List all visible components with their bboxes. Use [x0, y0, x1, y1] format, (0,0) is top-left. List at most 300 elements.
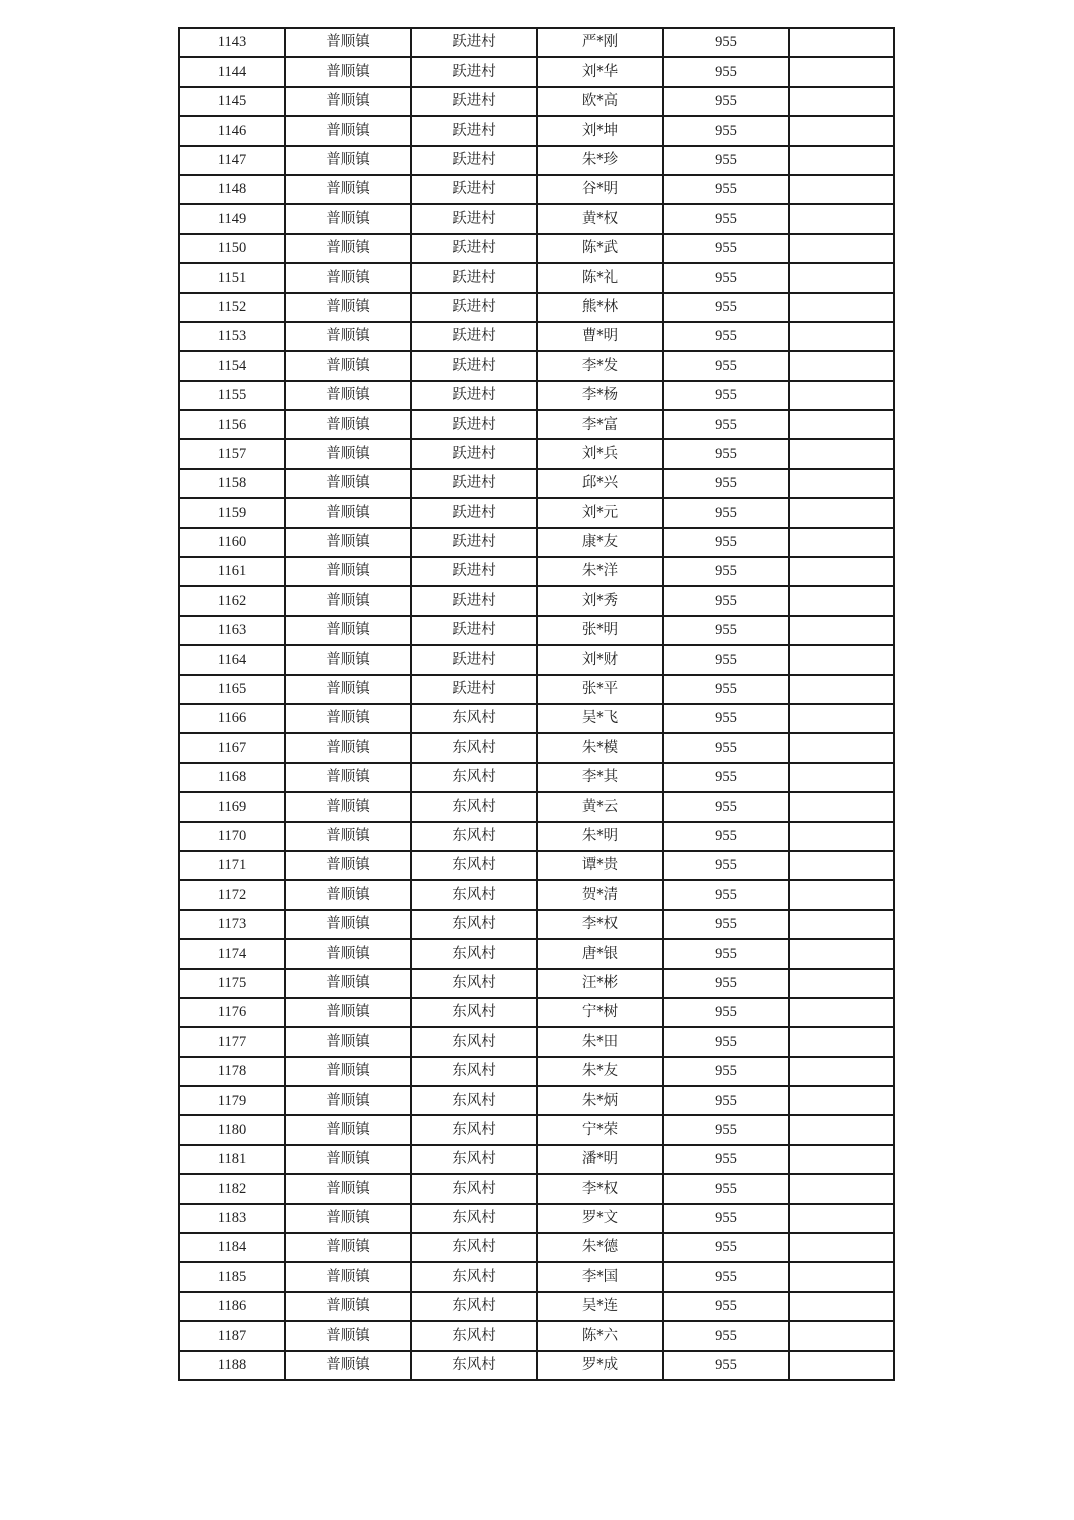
amount-cell: 955 [663, 1292, 789, 1321]
village-cell: 东风村 [411, 910, 537, 939]
village-cell: 东风村 [411, 1145, 537, 1174]
table-row [179, 204, 894, 233]
person-name-cell: 陈*六 [537, 1321, 663, 1350]
amount-cell: 955 [663, 910, 789, 939]
row-number-cell: 1148 [179, 175, 285, 204]
roster-table-body [179, 28, 894, 1380]
amount-cell: 955 [663, 998, 789, 1027]
village-cell: 东风村 [411, 1204, 537, 1233]
note-cell [789, 910, 894, 939]
village-cell: 跃进村 [411, 557, 537, 586]
note-cell [789, 1174, 894, 1203]
table-row [179, 498, 894, 527]
person-name-cell: 李*杨 [537, 381, 663, 410]
note-cell [789, 704, 894, 733]
note-cell [789, 733, 894, 762]
table-row [179, 381, 894, 410]
town-cell: 普顺镇 [285, 645, 411, 674]
note-cell [789, 1321, 894, 1350]
town-cell: 普顺镇 [285, 439, 411, 468]
table-row [179, 469, 894, 498]
person-name-cell: 李*权 [537, 1174, 663, 1203]
note-cell [789, 322, 894, 351]
village-cell: 跃进村 [411, 645, 537, 674]
table-row [179, 410, 894, 439]
village-cell: 东风村 [411, 1115, 537, 1144]
person-name-cell: 李*发 [537, 351, 663, 380]
row-number-cell: 1161 [179, 557, 285, 586]
note-cell [789, 498, 894, 527]
town-cell: 普顺镇 [285, 1292, 411, 1321]
roster-table [178, 27, 895, 1381]
row-number-cell: 1163 [179, 616, 285, 645]
row-number-cell: 1174 [179, 939, 285, 968]
row-number-cell: 1156 [179, 410, 285, 439]
village-cell: 跃进村 [411, 234, 537, 263]
town-cell: 普顺镇 [285, 1115, 411, 1144]
row-number-cell: 1173 [179, 910, 285, 939]
town-cell: 普顺镇 [285, 57, 411, 86]
town-cell: 普顺镇 [285, 1204, 411, 1233]
person-name-cell: 贺*清 [537, 880, 663, 909]
row-number-cell: 1188 [179, 1351, 285, 1380]
person-name-cell: 黄*权 [537, 204, 663, 233]
town-cell: 普顺镇 [285, 293, 411, 322]
amount-cell: 955 [663, 28, 789, 57]
table-row [179, 645, 894, 674]
town-cell: 普顺镇 [285, 910, 411, 939]
note-cell [789, 204, 894, 233]
amount-cell: 955 [663, 351, 789, 380]
amount-cell: 955 [663, 204, 789, 233]
town-cell: 普顺镇 [285, 87, 411, 116]
town-cell: 普顺镇 [285, 381, 411, 410]
person-name-cell: 刘*秀 [537, 586, 663, 615]
table-row [179, 1027, 894, 1056]
village-cell: 东风村 [411, 1351, 537, 1380]
row-number-cell: 1167 [179, 733, 285, 762]
amount-cell: 955 [663, 322, 789, 351]
row-number-cell: 1166 [179, 704, 285, 733]
person-name-cell: 欧*高 [537, 87, 663, 116]
town-cell: 普顺镇 [285, 1174, 411, 1203]
town-cell: 普顺镇 [285, 1262, 411, 1291]
person-name-cell: 吴*飞 [537, 704, 663, 733]
table-row [179, 557, 894, 586]
amount-cell: 955 [663, 87, 789, 116]
village-cell: 东风村 [411, 1027, 537, 1056]
note-cell [789, 234, 894, 263]
note-cell [789, 792, 894, 821]
village-cell: 跃进村 [411, 204, 537, 233]
town-cell: 普顺镇 [285, 557, 411, 586]
person-name-cell: 谭*贵 [537, 851, 663, 880]
row-number-cell: 1185 [179, 1262, 285, 1291]
village-cell: 东风村 [411, 998, 537, 1027]
note-cell [789, 1115, 894, 1144]
table-row [179, 234, 894, 263]
person-name-cell: 潘*明 [537, 1145, 663, 1174]
person-name-cell: 张*明 [537, 616, 663, 645]
note-cell [789, 1027, 894, 1056]
town-cell: 普顺镇 [285, 410, 411, 439]
table-row [179, 880, 894, 909]
row-number-cell: 1168 [179, 763, 285, 792]
table-row [179, 57, 894, 86]
amount-cell: 955 [663, 1086, 789, 1115]
village-cell: 跃进村 [411, 322, 537, 351]
row-number-cell: 1181 [179, 1145, 285, 1174]
table-row [179, 704, 894, 733]
amount-cell: 955 [663, 1262, 789, 1291]
town-cell: 普顺镇 [285, 586, 411, 615]
table-row [179, 1204, 894, 1233]
amount-cell: 955 [663, 469, 789, 498]
amount-cell: 955 [663, 1321, 789, 1350]
amount-cell: 955 [663, 1174, 789, 1203]
village-cell: 跃进村 [411, 381, 537, 410]
amount-cell: 955 [663, 263, 789, 292]
town-cell: 普顺镇 [285, 998, 411, 1027]
table-row [179, 1262, 894, 1291]
row-number-cell: 1149 [179, 204, 285, 233]
amount-cell: 955 [663, 1057, 789, 1086]
amount-cell: 955 [663, 969, 789, 998]
town-cell: 普顺镇 [285, 792, 411, 821]
village-cell: 东风村 [411, 763, 537, 792]
row-number-cell: 1165 [179, 675, 285, 704]
amount-cell: 955 [663, 822, 789, 851]
person-name-cell: 李*其 [537, 763, 663, 792]
note-cell [789, 763, 894, 792]
row-number-cell: 1151 [179, 263, 285, 292]
note-cell [789, 410, 894, 439]
person-name-cell: 张*平 [537, 675, 663, 704]
town-cell: 普顺镇 [285, 763, 411, 792]
amount-cell: 955 [663, 1351, 789, 1380]
person-name-cell: 刘*坤 [537, 116, 663, 145]
note-cell [789, 645, 894, 674]
amount-cell: 955 [663, 557, 789, 586]
village-cell: 跃进村 [411, 528, 537, 557]
person-name-cell: 罗*文 [537, 1204, 663, 1233]
town-cell: 普顺镇 [285, 1057, 411, 1086]
note-cell [789, 175, 894, 204]
note-cell [789, 116, 894, 145]
note-cell [789, 1351, 894, 1380]
amount-cell: 955 [663, 57, 789, 86]
note-cell [789, 675, 894, 704]
person-name-cell: 朱*德 [537, 1233, 663, 1262]
note-cell [789, 381, 894, 410]
row-number-cell: 1169 [179, 792, 285, 821]
amount-cell: 955 [663, 675, 789, 704]
row-number-cell: 1172 [179, 880, 285, 909]
village-cell: 跃进村 [411, 87, 537, 116]
note-cell [789, 998, 894, 1027]
town-cell: 普顺镇 [285, 616, 411, 645]
amount-cell: 955 [663, 116, 789, 145]
row-number-cell: 1158 [179, 469, 285, 498]
table-row [179, 175, 894, 204]
person-name-cell: 康*友 [537, 528, 663, 557]
town-cell: 普顺镇 [285, 1027, 411, 1056]
village-cell: 跃进村 [411, 469, 537, 498]
row-number-cell: 1153 [179, 322, 285, 351]
person-name-cell: 朱*明 [537, 822, 663, 851]
village-cell: 跃进村 [411, 410, 537, 439]
table-row [179, 1086, 894, 1115]
row-number-cell: 1162 [179, 586, 285, 615]
amount-cell: 955 [663, 1027, 789, 1056]
note-cell [789, 263, 894, 292]
amount-cell: 955 [663, 1204, 789, 1233]
person-name-cell: 李*国 [537, 1262, 663, 1291]
town-cell: 普顺镇 [285, 146, 411, 175]
note-cell [789, 87, 894, 116]
note-cell [789, 1204, 894, 1233]
village-cell: 东风村 [411, 1057, 537, 1086]
town-cell: 普顺镇 [285, 704, 411, 733]
table-row [179, 1351, 894, 1380]
town-cell: 普顺镇 [285, 939, 411, 968]
amount-cell: 955 [663, 234, 789, 263]
person-name-cell: 朱*炳 [537, 1086, 663, 1115]
person-name-cell: 罗*成 [537, 1351, 663, 1380]
town-cell: 普顺镇 [285, 204, 411, 233]
village-cell: 东风村 [411, 969, 537, 998]
village-cell: 跃进村 [411, 616, 537, 645]
village-cell: 东风村 [411, 822, 537, 851]
row-number-cell: 1186 [179, 1292, 285, 1321]
town-cell: 普顺镇 [285, 234, 411, 263]
table-row [179, 322, 894, 351]
amount-cell: 955 [663, 763, 789, 792]
person-name-cell: 刘*华 [537, 57, 663, 86]
village-cell: 东风村 [411, 1321, 537, 1350]
table-row [179, 28, 894, 57]
town-cell: 普顺镇 [285, 528, 411, 557]
note-cell [789, 969, 894, 998]
person-name-cell: 朱*模 [537, 733, 663, 762]
village-cell: 东风村 [411, 704, 537, 733]
town-cell: 普顺镇 [285, 1351, 411, 1380]
note-cell [789, 469, 894, 498]
row-number-cell: 1180 [179, 1115, 285, 1144]
note-cell [789, 822, 894, 851]
village-cell: 跃进村 [411, 498, 537, 527]
row-number-cell: 1146 [179, 116, 285, 145]
note-cell [789, 939, 894, 968]
village-cell: 东风村 [411, 851, 537, 880]
note-cell [789, 1086, 894, 1115]
village-cell: 跃进村 [411, 263, 537, 292]
row-number-cell: 1144 [179, 57, 285, 86]
note-cell [789, 57, 894, 86]
note-cell [789, 351, 894, 380]
row-number-cell: 1177 [179, 1027, 285, 1056]
town-cell: 普顺镇 [285, 28, 411, 57]
amount-cell: 955 [663, 381, 789, 410]
amount-cell: 955 [663, 175, 789, 204]
table-row [179, 1292, 894, 1321]
row-number-cell: 1171 [179, 851, 285, 880]
row-number-cell: 1184 [179, 1233, 285, 1262]
table-row [179, 439, 894, 468]
amount-cell: 955 [663, 616, 789, 645]
town-cell: 普顺镇 [285, 675, 411, 704]
town-cell: 普顺镇 [285, 116, 411, 145]
table-row [179, 1145, 894, 1174]
table-row [179, 263, 894, 292]
row-number-cell: 1160 [179, 528, 285, 557]
person-name-cell: 朱*珍 [537, 146, 663, 175]
row-number-cell: 1187 [179, 1321, 285, 1350]
village-cell: 东风村 [411, 1292, 537, 1321]
person-name-cell: 谷*明 [537, 175, 663, 204]
row-number-cell: 1159 [179, 498, 285, 527]
table-row [179, 939, 894, 968]
person-name-cell: 宁*树 [537, 998, 663, 1027]
row-number-cell: 1157 [179, 439, 285, 468]
row-number-cell: 1164 [179, 645, 285, 674]
table-row [179, 822, 894, 851]
village-cell: 跃进村 [411, 146, 537, 175]
row-number-cell: 1183 [179, 1204, 285, 1233]
village-cell: 跃进村 [411, 175, 537, 204]
amount-cell: 955 [663, 410, 789, 439]
row-number-cell: 1176 [179, 998, 285, 1027]
note-cell [789, 1292, 894, 1321]
town-cell: 普顺镇 [285, 822, 411, 851]
row-number-cell: 1182 [179, 1174, 285, 1203]
note-cell [789, 293, 894, 322]
amount-cell: 955 [663, 704, 789, 733]
table-row [179, 910, 894, 939]
amount-cell: 955 [663, 293, 789, 322]
note-cell [789, 1145, 894, 1174]
row-number-cell: 1178 [179, 1057, 285, 1086]
village-cell: 东风村 [411, 1174, 537, 1203]
row-number-cell: 1179 [179, 1086, 285, 1115]
town-cell: 普顺镇 [285, 851, 411, 880]
note-cell [789, 146, 894, 175]
table-row [179, 998, 894, 1027]
town-cell: 普顺镇 [285, 498, 411, 527]
person-name-cell: 邱*兴 [537, 469, 663, 498]
village-cell: 东风村 [411, 1086, 537, 1115]
village-cell: 东风村 [411, 880, 537, 909]
person-name-cell: 李*富 [537, 410, 663, 439]
row-number-cell: 1155 [179, 381, 285, 410]
table-row [179, 851, 894, 880]
person-name-cell: 朱*洋 [537, 557, 663, 586]
person-name-cell: 朱*田 [537, 1027, 663, 1056]
person-name-cell: 刘*财 [537, 645, 663, 674]
town-cell: 普顺镇 [285, 469, 411, 498]
amount-cell: 955 [663, 792, 789, 821]
amount-cell: 955 [663, 733, 789, 762]
amount-cell: 955 [663, 498, 789, 527]
person-name-cell: 唐*银 [537, 939, 663, 968]
table-row [179, 87, 894, 116]
note-cell [789, 851, 894, 880]
table-row [179, 146, 894, 175]
table-row [179, 1057, 894, 1086]
row-number-cell: 1175 [179, 969, 285, 998]
village-cell: 东风村 [411, 939, 537, 968]
table-row [179, 351, 894, 380]
row-number-cell: 1150 [179, 234, 285, 263]
note-cell [789, 1262, 894, 1291]
village-cell: 东风村 [411, 792, 537, 821]
town-cell: 普顺镇 [285, 175, 411, 204]
note-cell [789, 1233, 894, 1262]
village-cell: 跃进村 [411, 586, 537, 615]
table-row [179, 1233, 894, 1262]
amount-cell: 955 [663, 939, 789, 968]
person-name-cell: 黄*云 [537, 792, 663, 821]
person-name-cell: 朱*友 [537, 1057, 663, 1086]
note-cell [789, 1057, 894, 1086]
table-row [179, 675, 894, 704]
person-name-cell: 李*权 [537, 910, 663, 939]
village-cell: 跃进村 [411, 293, 537, 322]
amount-cell: 955 [663, 439, 789, 468]
amount-cell: 955 [663, 146, 789, 175]
amount-cell: 955 [663, 586, 789, 615]
town-cell: 普顺镇 [285, 1086, 411, 1115]
village-cell: 东风村 [411, 1233, 537, 1262]
table-row [179, 116, 894, 145]
note-cell [789, 557, 894, 586]
table-row [179, 763, 894, 792]
table-row [179, 1115, 894, 1144]
table-row [179, 586, 894, 615]
row-number-cell: 1152 [179, 293, 285, 322]
village-cell: 跃进村 [411, 351, 537, 380]
person-name-cell: 严*刚 [537, 28, 663, 57]
person-name-cell: 陈*武 [537, 234, 663, 263]
person-name-cell: 宁*荣 [537, 1115, 663, 1144]
town-cell: 普顺镇 [285, 1233, 411, 1262]
village-cell: 跃进村 [411, 675, 537, 704]
person-name-cell: 汪*彬 [537, 969, 663, 998]
village-cell: 东风村 [411, 1262, 537, 1291]
village-cell: 跃进村 [411, 439, 537, 468]
village-cell: 跃进村 [411, 28, 537, 57]
person-name-cell: 刘*元 [537, 498, 663, 527]
village-cell: 东风村 [411, 733, 537, 762]
table-row [179, 528, 894, 557]
amount-cell: 955 [663, 1233, 789, 1262]
town-cell: 普顺镇 [285, 263, 411, 292]
note-cell [789, 880, 894, 909]
note-cell [789, 586, 894, 615]
town-cell: 普顺镇 [285, 1321, 411, 1350]
amount-cell: 955 [663, 1145, 789, 1174]
table-row [179, 733, 894, 762]
village-cell: 跃进村 [411, 116, 537, 145]
town-cell: 普顺镇 [285, 1145, 411, 1174]
table-row [179, 792, 894, 821]
person-name-cell: 刘*兵 [537, 439, 663, 468]
note-cell [789, 616, 894, 645]
town-cell: 普顺镇 [285, 733, 411, 762]
town-cell: 普顺镇 [285, 880, 411, 909]
town-cell: 普顺镇 [285, 322, 411, 351]
town-cell: 普顺镇 [285, 969, 411, 998]
